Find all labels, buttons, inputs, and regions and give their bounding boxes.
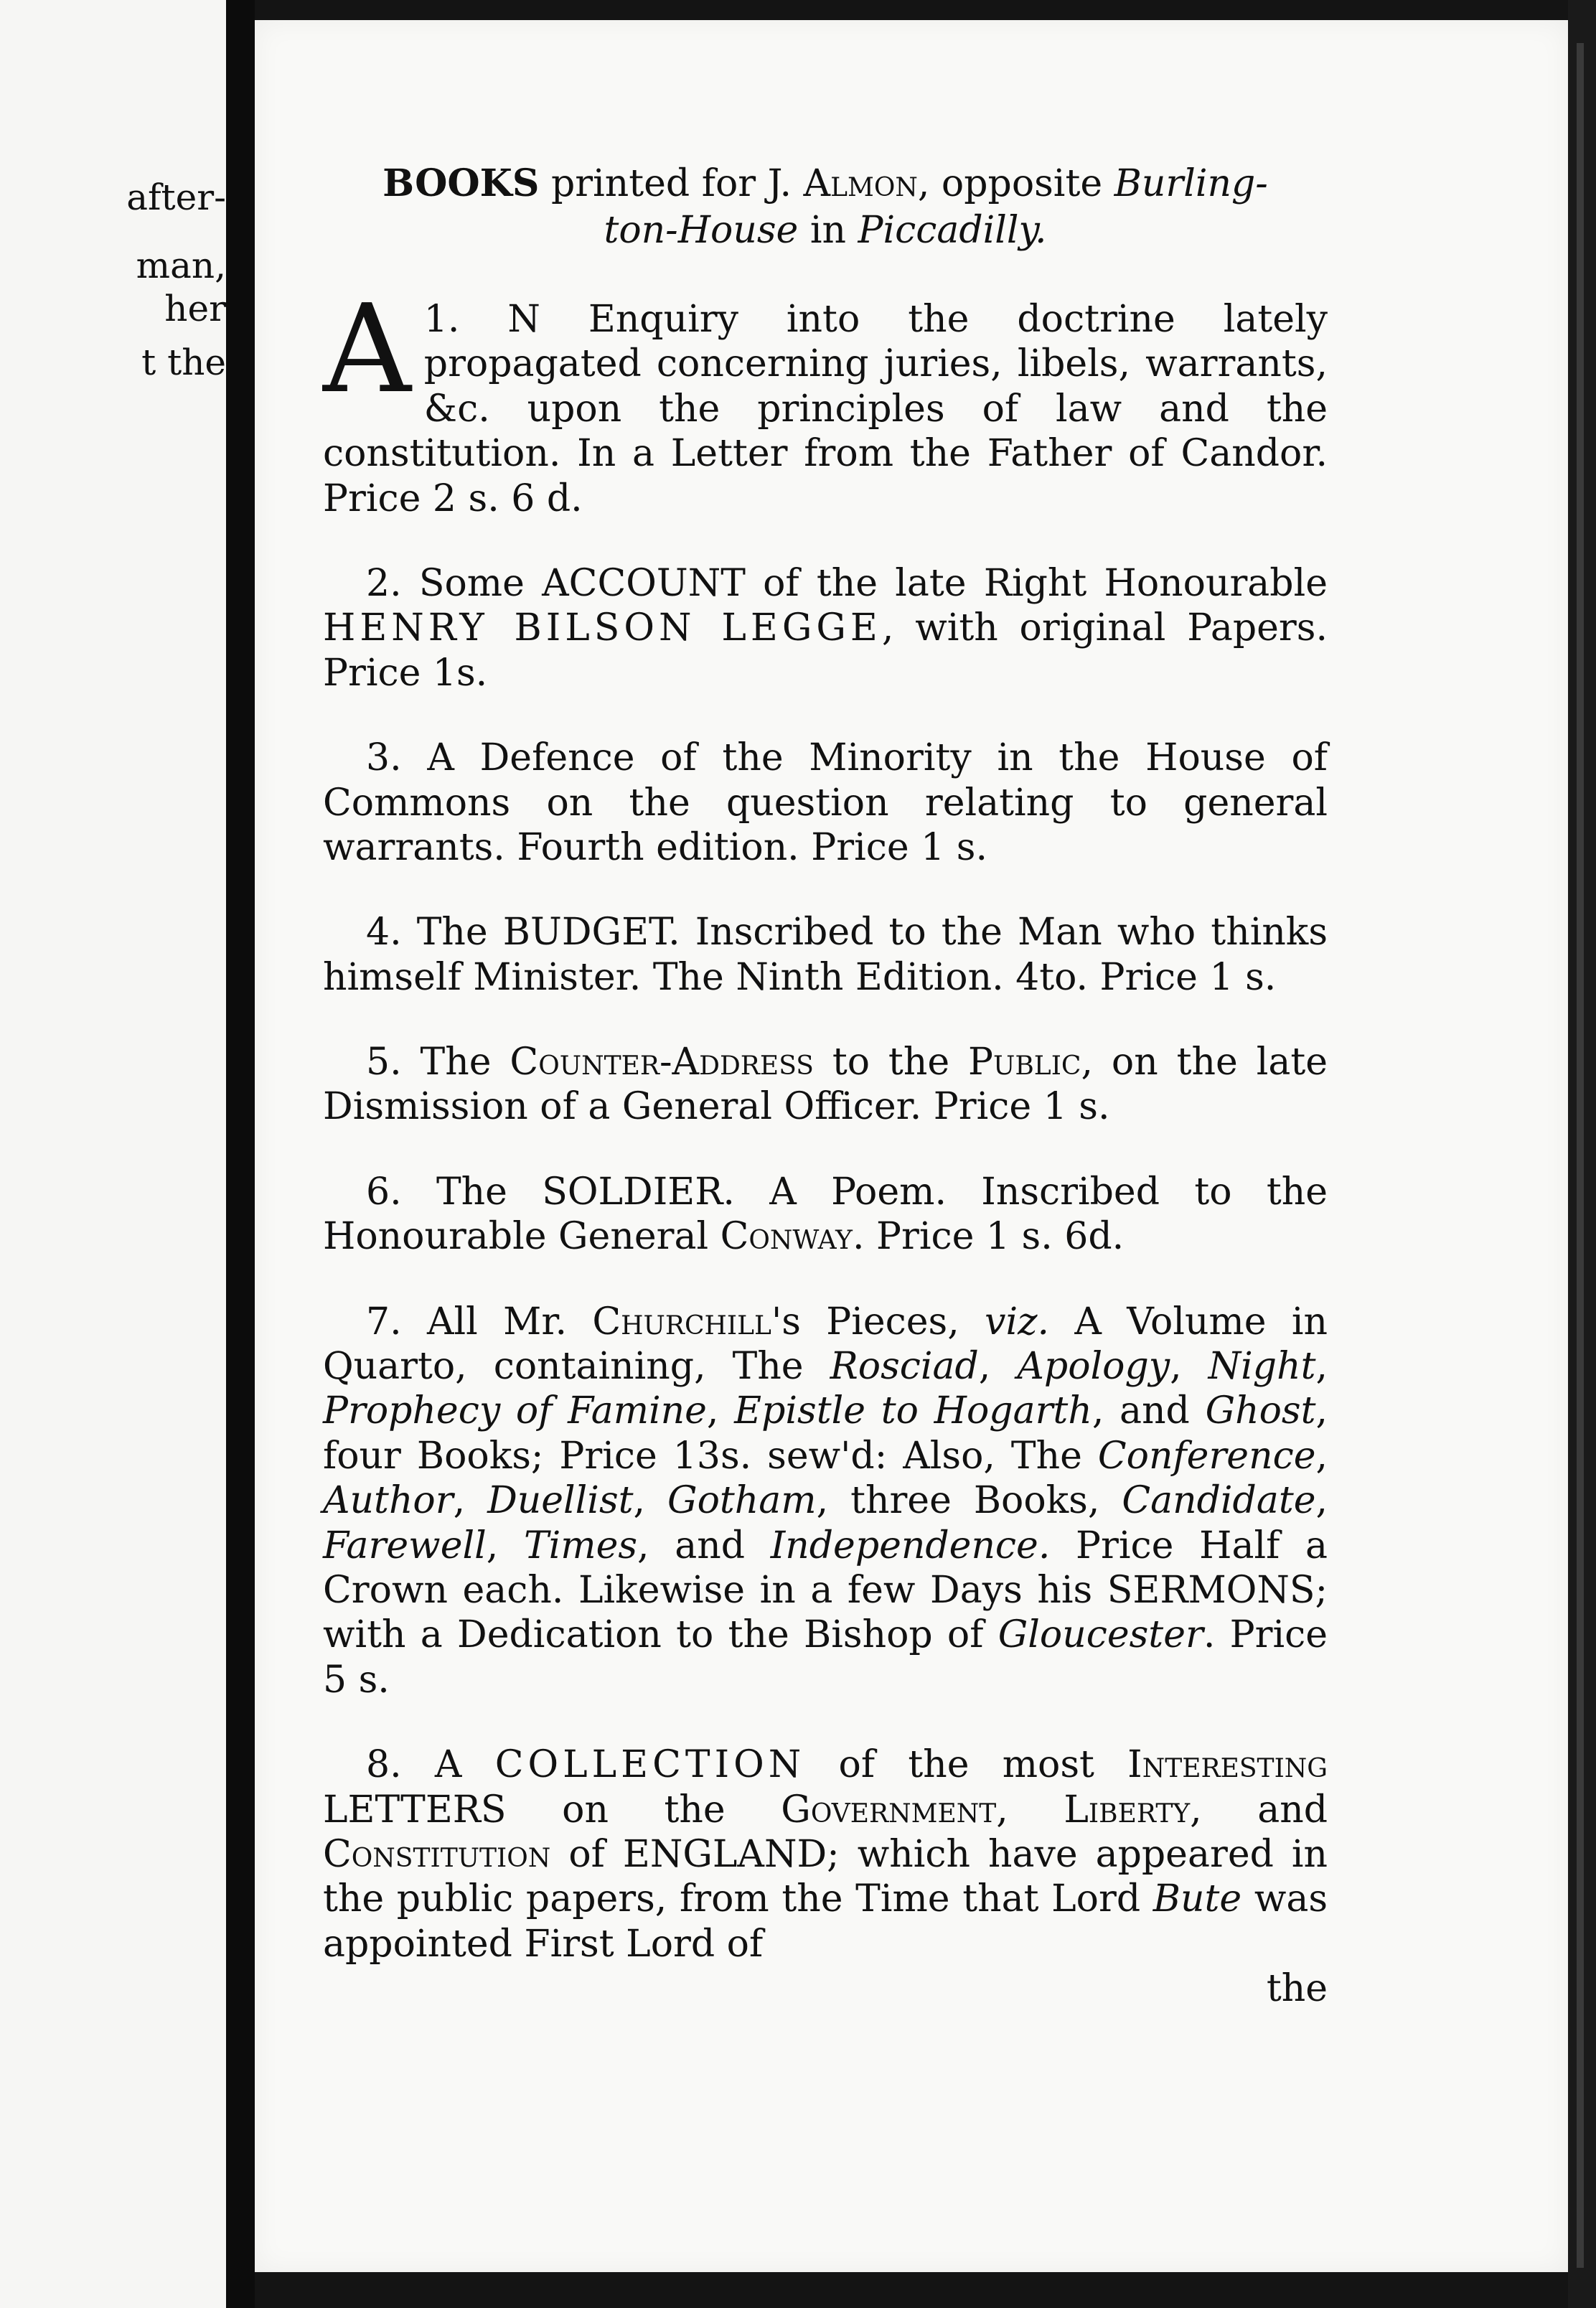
entry-8-letters: LETTERS: [323, 1788, 507, 1831]
entry-4: [323, 910, 1328, 1000]
entry-7-gloucester: Gloucester: [998, 1613, 1203, 1657]
entry-5: [323, 1040, 1328, 1130]
entry-5-post: , on the late Dismission of a General Officer. Price 1 s.: [323, 1041, 1328, 1129]
entry-7-night: Night: [1208, 1345, 1316, 1389]
entry-3-text: A Defence of the Minority in the House of Commons on the question relating to general warrants. Fourth edition. Price 1 s.: [323, 736, 1328, 869]
entry-6-name: Conway: [720, 1215, 853, 1259]
entry-5-number: 5.: [366, 1041, 402, 1084]
entry-5-pre: The: [420, 1041, 492, 1084]
entry-1: [323, 278, 1328, 521]
entry-7-rosciad: Rosciad: [830, 1345, 979, 1389]
entry-4-number: 4.: [366, 911, 402, 954]
entry-8-liberty: Liberty: [1064, 1788, 1191, 1831]
page-header: [323, 160, 1328, 254]
entry-7-t7: . Price 5 s.: [323, 1613, 1328, 1702]
entry-2-pre: Some: [418, 561, 525, 605]
entry-7-times: Times: [523, 1524, 638, 1567]
entry-7-t2: A Volume in Quarto, containing, The: [323, 1300, 1328, 1389]
header-books: BOOKS: [382, 161, 540, 205]
entry-8-constitution: Constitution: [323, 1832, 551, 1876]
entry-7-number: 7.: [366, 1300, 402, 1343]
entry-8-number: 8.: [366, 1743, 402, 1787]
left-fragment-1: after-: [126, 177, 226, 218]
entry-3-number: 3.: [366, 736, 402, 780]
left-fragment-4: t the: [141, 342, 226, 383]
header-street: Piccadilly.: [858, 209, 1047, 252]
left-facing-page: [0, 0, 226, 2308]
header-place-1: Burling-: [1114, 162, 1268, 205]
entry-7-t5: Price Half a Crown each. Likewise in a few Days his: [323, 1524, 1328, 1612]
entry-4-pre: The: [416, 911, 488, 954]
entry-7-t1: 's Pieces,: [771, 1300, 959, 1343]
entry-8-t6: was appointed First Lord of: [323, 1877, 1328, 1966]
entry-5-title: Counter-Address: [510, 1041, 814, 1084]
entry-6-title: SOLDIER.: [542, 1170, 735, 1214]
entry-6-mid: A Poem. Inscribed to the Honourable General: [323, 1170, 1328, 1259]
entry-5-title-2: Public: [968, 1041, 1081, 1084]
entry-6-number: 6.: [366, 1170, 402, 1214]
entry-7-t4: , three Books,: [816, 1479, 1100, 1523]
entry-7-farewell: Farewell: [323, 1524, 487, 1567]
book-spine-gutter: [226, 0, 255, 2308]
entry-2-number: 2.: [366, 561, 402, 605]
entry-7-conference: Conference: [1097, 1434, 1316, 1478]
header-opposite: , opposite: [917, 162, 1103, 205]
entry-8-t4: of: [568, 1832, 605, 1876]
entry-3: [323, 736, 1328, 870]
entry-7-sermons: SERMONS: [1107, 1568, 1315, 1612]
entry-1-number: 1.: [423, 298, 460, 341]
entry-2-title: ACCOUNT: [542, 561, 746, 605]
entry-8-t2: on the: [562, 1788, 726, 1831]
entry-1-dropcap: A: [323, 278, 411, 421]
entry-7-name: Churchill: [592, 1300, 771, 1343]
entry-7-author: Author: [323, 1479, 454, 1523]
entry-7-independence: Independence.: [770, 1524, 1051, 1567]
entry-8-t1: of the most: [838, 1743, 1094, 1787]
header-place-2: ton-House: [604, 209, 799, 252]
entry-6: [323, 1170, 1328, 1259]
entry-8-t5: ; which have appeared in the public papers, from the Time that Lord: [323, 1832, 1328, 1921]
entry-8-pre: A: [434, 1743, 462, 1787]
entry-7-t6: ; with a Dedication to the Bishop of: [323, 1568, 1328, 1657]
entry-6-pre: The: [436, 1170, 507, 1214]
entry-7-ghost: Ghost: [1205, 1389, 1316, 1433]
entry-8-interesting: Interesting: [1127, 1743, 1328, 1787]
catchword: the: [1266, 1967, 1328, 2011]
entry-2: [323, 561, 1328, 695]
header-printed-for: printed for J.: [550, 162, 792, 205]
entry-4-post: Inscribed to the Man who thinks himself Minister. The Ninth Edition. 4to. Price 1 s.: [323, 911, 1328, 999]
entry-7-and-2: , and: [637, 1524, 746, 1567]
entry-7-and-1: , and: [1092, 1389, 1190, 1433]
entry-8-government: Government: [781, 1788, 997, 1831]
page-content: [323, 160, 1328, 2052]
entry-8-t3: , and: [1190, 1788, 1328, 1831]
entry-7: 7. All Mr. Churchill's Pieces, viz. A Volume in Quarto, containing, The Rosciad, Apology, Night, Prophecy of Famine, Epistle to Hogarth, and Ghost, four Books; Price 13s. sew'd: Also, The Conference, Author, Duellist, Gotham, three Books, Candidate, Farewell, Times, and Independence. Price Half a Crown each. Likewise in a few Days his SERMONS; with a Dedication to the Bishop of Gloucester. Price 5 s.: [323, 1300, 1328, 1702]
entry-7-candidate: Candidate: [1122, 1479, 1316, 1523]
entry-7-t3: , four Books; Price 13s. sew'd: Also, The: [323, 1389, 1328, 1478]
left-fragment-3: her: [164, 288, 226, 329]
entry-2-name: HENRY BILSON LEGGE: [323, 606, 882, 650]
entry-7-prophecy: Prophecy of Famine: [323, 1389, 707, 1433]
entry-8-title: COLLECTION: [494, 1743, 806, 1787]
entry-7-viz: viz.: [985, 1300, 1050, 1343]
entry-7-epistle: Epistle to Hogarth: [734, 1389, 1092, 1433]
entry-6-post: . Price 1 s. 6d.: [852, 1215, 1125, 1259]
entry-8-england: ENGLAND: [622, 1832, 827, 1876]
entry-7-gotham: Gotham: [667, 1479, 817, 1523]
entry-7-duellist: Duellist: [487, 1479, 634, 1523]
entry-8-bute: Bute: [1153, 1877, 1242, 1921]
entry-2-mid: of the late Right Honourable: [763, 561, 1328, 605]
entry-1-text: N Enquiry into the doctrine lately propagated concerning juries, libels, warrants, &c. upon the principles of law and the constitution. In a Letter from the Father of Candor. Price 2 s. 6 d.: [323, 298, 1328, 520]
entry-2-post: , with original Papers. Price 1s.: [323, 606, 1328, 695]
header-printer: Almon: [803, 162, 918, 205]
entry-8: 8. A COLLECTION of the most Interesting LETTERS on the Government, Liberty, and Constitution of ENGLAND; which have appeared in the public papers, from the Time that Lord Bute was appointed First Lord of: [323, 1743, 1328, 1966]
entry-5-mid: to the: [832, 1041, 950, 1084]
entry-7-pre: All Mr.: [426, 1300, 568, 1343]
left-fragment-2: man,: [136, 245, 226, 286]
page-right-edge: [1568, 0, 1596, 2308]
book-page: [255, 20, 1568, 2272]
entry-4-title: BUDGET.: [502, 911, 680, 954]
header-in: in: [809, 209, 846, 252]
entry-7-apology: Apology: [1017, 1345, 1170, 1389]
